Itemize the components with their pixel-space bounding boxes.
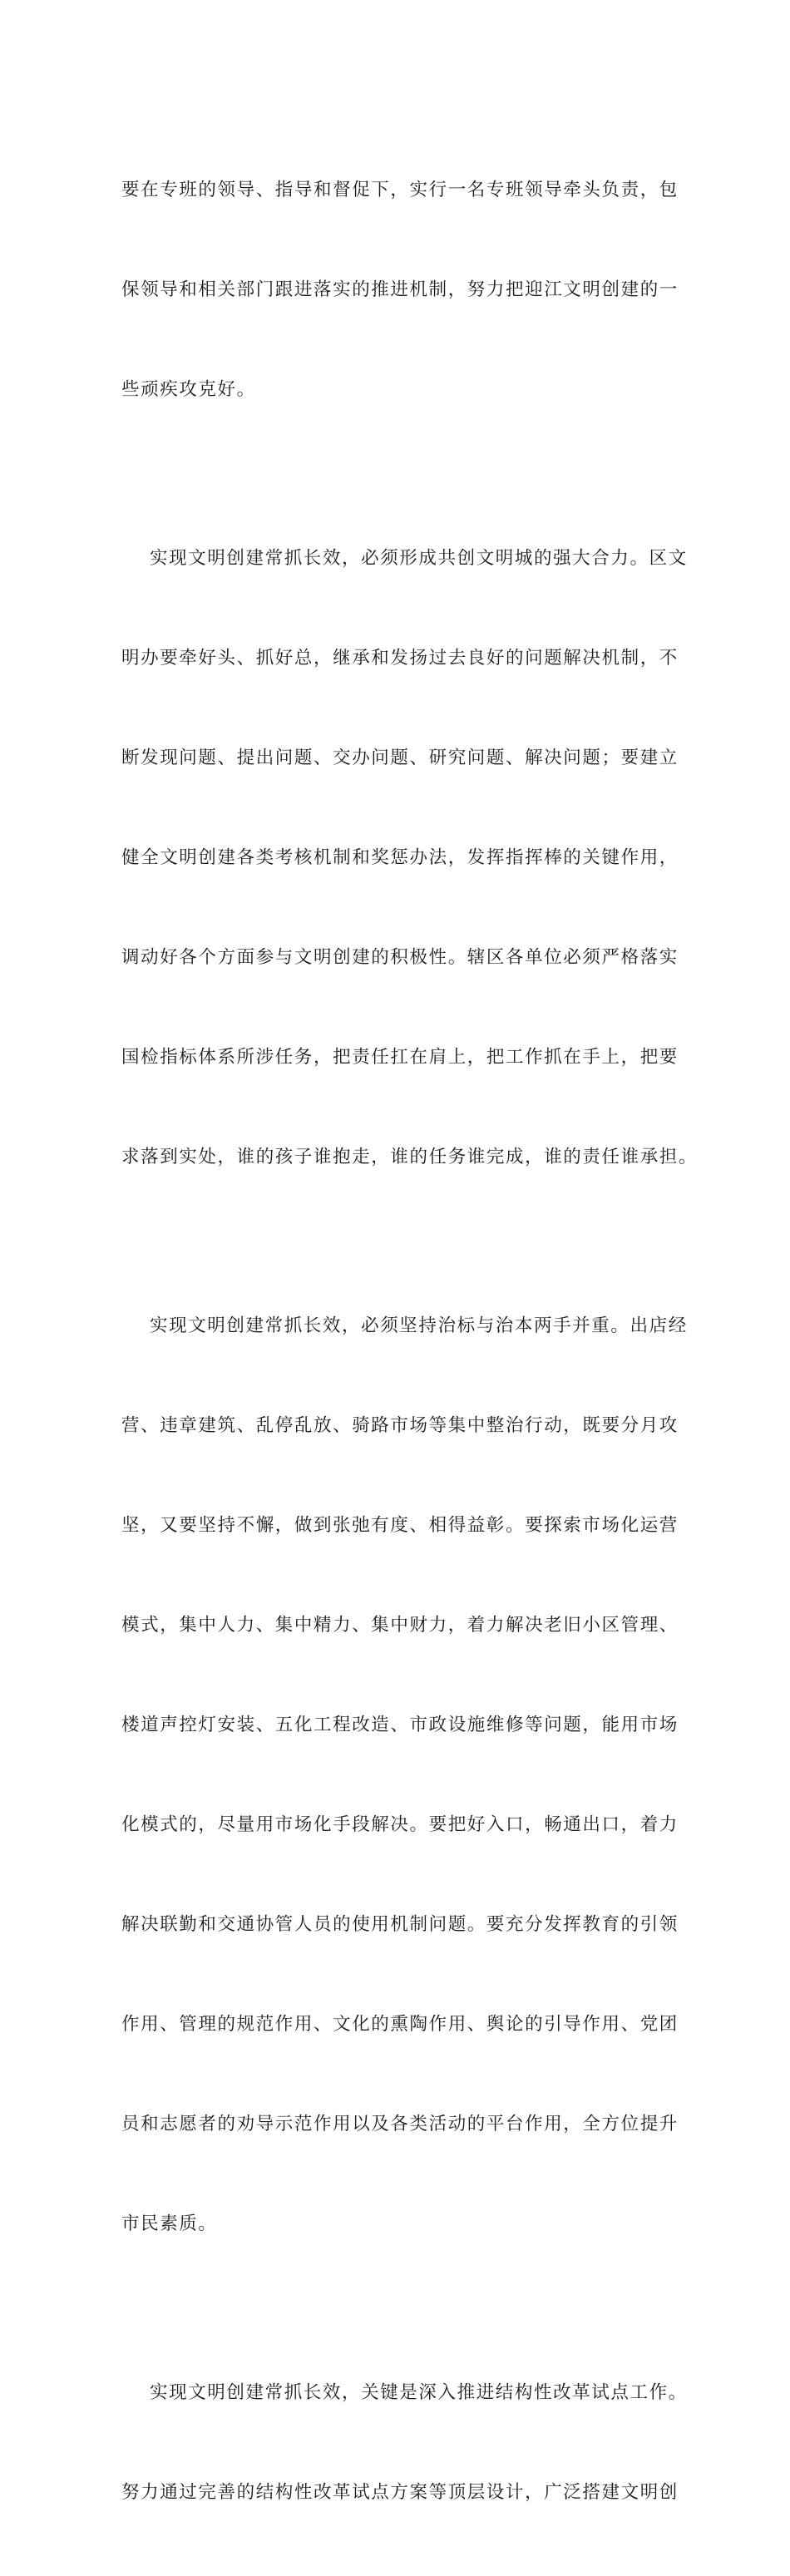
text-line: 要在专班的领导、指导和督促下，实行一名专班领导牵头负责，包 bbox=[121, 180, 679, 200]
text-line: 坚，又要坚持不懈，做到张弛有度、相得益彰。要探索市场化运营 bbox=[121, 1515, 679, 1536]
text-line: 化模式的，尽量用市场化手段解决。要把好入口，畅通出口，着力 bbox=[121, 1814, 679, 1835]
text-line: 明办要牵好头、抓好总，继承和发扬过去良好的问题解决机制，不 bbox=[121, 648, 679, 669]
text-line: 健全文明创建各类考核机制和奖惩办法，发挥指挥棒的关键作用， bbox=[121, 847, 679, 868]
text-line: 实现文明创建常抓长效，必须坚持治标与治本两手并重。出店经 bbox=[150, 1315, 688, 1336]
text-line: 模式，集中人力、集中精力、集中财力，着力解决老旧小区管理、 bbox=[121, 1615, 679, 1636]
document-body bbox=[121, 107, 699, 2576]
text-line: 员和志愿者的劝导示范作用以及各类活动的平台作用，全方位提升 bbox=[121, 2114, 679, 2134]
text-line: 市民素质。 bbox=[121, 2213, 218, 2234]
text-line: 努力通过完善的结构性改革试点方案等顶层设计，广泛搭建文明创 bbox=[121, 2482, 679, 2503]
text-line: 作用、管理的规范作用、文化的熏陶作用、舆论的引导作用、党团 bbox=[121, 2014, 679, 2035]
text-line: 求落到实处，谁的孩子谁抱走，谁的任务谁完成，谁的责任谁承担。 bbox=[121, 1147, 699, 1167]
text-line: 实现文明创建常抓长效，关键是深入推进结构性改革试点工作。 bbox=[150, 2382, 688, 2403]
paragraph-3 bbox=[121, 1243, 688, 2307]
text-line: 实现文明创建常抓长效，必须形成共创文明城的强大合力。区文 bbox=[150, 548, 688, 569]
paragraph-4 bbox=[121, 2310, 688, 2576]
text-line: 楼道声控灯安装、五化工程改造、市政设施维修等问题，能用市场 bbox=[121, 1715, 679, 1735]
paragraph-1 bbox=[121, 107, 679, 473]
text-line: 国检指标体系所涉任务，把责任扛在肩上，把工作抓在手上，把要 bbox=[121, 1047, 679, 1068]
text-line: 调动好各个方面参与文明创建的积极性。辖区各单位必须严格落实 bbox=[121, 947, 679, 968]
text-line: 营、违章建筑、乱停乱放、骑路市场等集中整治行动，既要分月攻 bbox=[121, 1415, 679, 1436]
paragraph-2 bbox=[121, 476, 699, 1241]
text-line: 解决联勤和交通协管人员的使用机制问题。要充分发挥教育的引领 bbox=[121, 1914, 679, 1935]
text-line: 些顽疾攻克好。 bbox=[121, 379, 256, 400]
text-line: 保领导和相关部门跟进落实的推进机制，努力把迎江文明创建的一 bbox=[121, 279, 679, 300]
text-line: 断发现问题、提出问题、交办问题、研究问题、解决问题；要建立 bbox=[121, 748, 679, 768]
